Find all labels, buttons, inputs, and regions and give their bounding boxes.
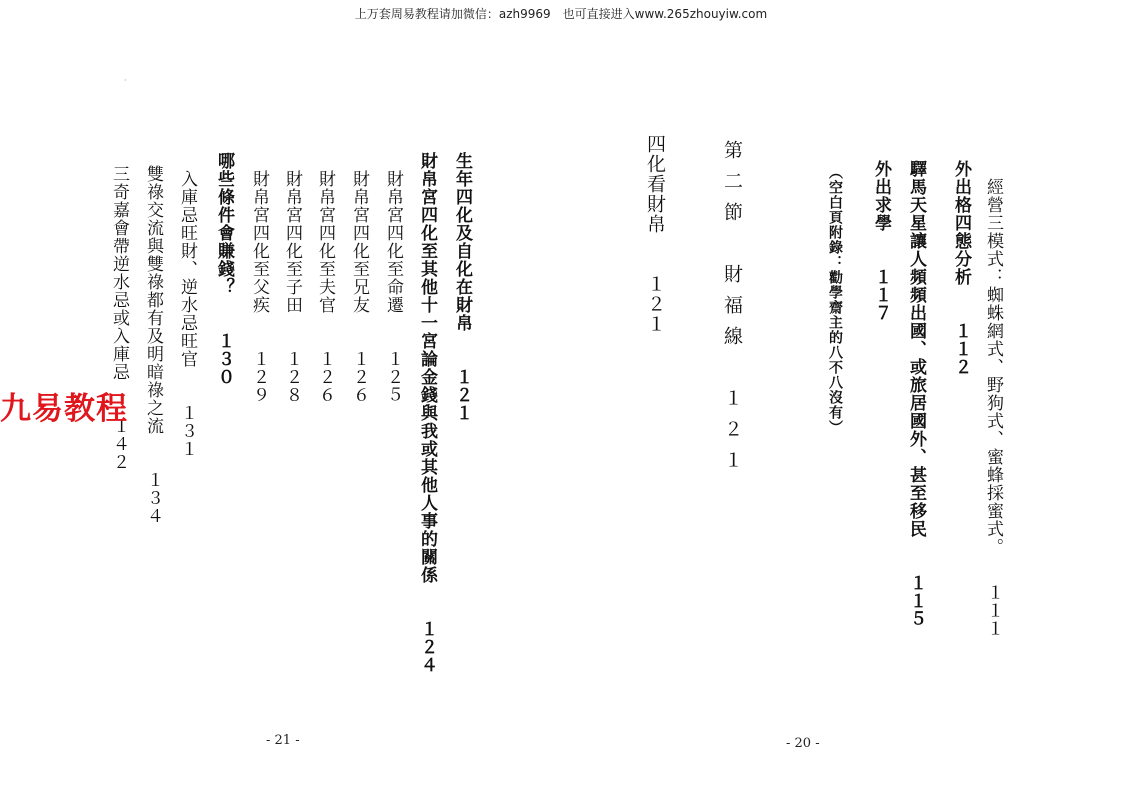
toc-entry-double-lu-exchange: 雙祿交流與雙祿都有及明暗祿之流 １３４ (143, 165, 163, 525)
toc-entry-wealth-to-siblings-friends: 財帛宮四化至兄友 １２６ (349, 170, 369, 404)
toc-entry-wealth-to-spouse-career: 財帛宮四化至夫官 １２６ (315, 170, 335, 404)
toc-entry-conditions-for-wealth: 哪些條件會賺錢？ １３０ (214, 152, 234, 386)
toc-entry-travel-star: 驛馬天星讓人頻頻出國、或旅居國外、甚至移民 １１５ (906, 160, 926, 628)
toc-entry-four-transformations-wealth: 四化看財帛 １２１ (644, 134, 666, 334)
toc-entry-wealth-to-parents-health: 財帛宮四化至父疾 １２９ (249, 170, 269, 404)
toc-entry-three-wonders: 三奇嘉會帶逆水忌或入庫忌 １４２ (109, 165, 129, 471)
download-banner: 上万套周易教程请加微信：azh9969 也可直接进入www.265zhouyiw.com (354, 7, 768, 21)
watermark-logo: 九易教程 (0, 391, 128, 427)
toc-entry-wealth-to-children-property: 財帛宮四化至子田 １２８ (282, 170, 302, 404)
scan-speck: · (124, 76, 127, 85)
toc-entry-natal-four-transformations: 生年四化及自化在財帛 １２１ (452, 152, 472, 422)
page-number-20: - 20 - (786, 736, 820, 751)
toc-entry-wealth-palace-eleven-palaces: 財帛宮四化至其他十一宮論金錢與我或其他人事的關係 １２４ (417, 152, 437, 674)
toc-entry-business-modes: 經營三模式：蜘蛛網式、野狗式、蜜蜂採蜜式。 １１１ (983, 178, 1003, 638)
toc-entry-wealth-to-life-migration: 財帛宮四化至命遷 １２５ (383, 170, 403, 404)
toc-entry-warehouse-ji: 入庫忌旺財、逆水忌旺官 １３１ (177, 170, 197, 458)
toc-entry-blank-page-appendix: （空白頁附錄：勸學齋主的八不八沒有） (827, 165, 843, 435)
toc-section-heading: 第二節 財福線 １２１ (721, 140, 743, 481)
toc-entry-going-out-four-states: 外出格四態分析 １１２ (951, 160, 971, 376)
toc-entry-study-abroad: 外出求學 １１７ (871, 160, 891, 322)
page-number-21: - 21 - (266, 733, 300, 748)
